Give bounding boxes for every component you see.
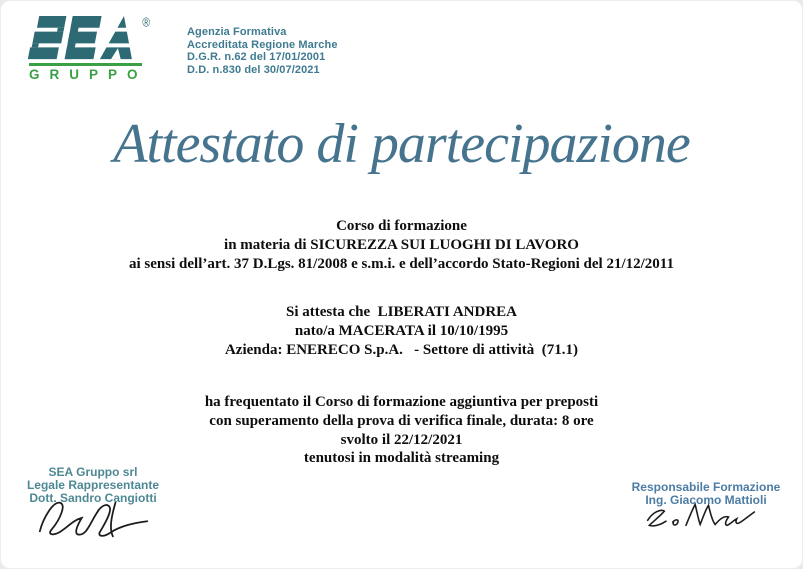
logo-divider bbox=[29, 63, 142, 66]
accreditation-line: Agenzia Formativa bbox=[187, 26, 287, 38]
signature-right-ink bbox=[641, 502, 761, 532]
accreditation-block bbox=[187, 26, 338, 76]
course-line: in materia di SICUREZZA SUI LUOGHI DI LAVORO bbox=[224, 236, 579, 253]
training-manager-line: Ing. Giacomo Mattioli bbox=[645, 493, 767, 507]
completion-line: tenutosi in modalità streaming bbox=[303, 450, 500, 467]
accreditation-line: Accreditata Regione Marche bbox=[187, 38, 338, 51]
accreditation-line: D.D. n.830 del 30/07/2021 bbox=[187, 63, 320, 76]
completion-line: con superamento della prova di verifica finale, durata: 8 ore bbox=[209, 412, 594, 429]
logo-group-label: GRUPPO bbox=[29, 67, 148, 82]
course-block bbox=[0, 217, 803, 273]
completion-line: svolto il 22/12/2021 bbox=[340, 431, 463, 448]
accreditation-line: D.G.R. n.62 del 17/01/2001 bbox=[187, 51, 326, 63]
course-line: ai sensi dell’art. 37 D.Lgs. 81/2008 e s.m.i. e dell’accordo Stato-Regioni del 21/12/2011 bbox=[129, 255, 674, 272]
legal-representative-line: Legale Rappresentante bbox=[26, 478, 160, 492]
training-manager-line: Responsabile Formazione bbox=[631, 480, 781, 494]
attendee-line: nato/a MACERATA il 10/10/1995 bbox=[294, 322, 509, 339]
certificate-title: Attestato di partecipazione bbox=[113, 113, 690, 175]
signature-left-ink bbox=[30, 496, 158, 538]
attendee-line: Si attesta che LIBERATI ANDREA bbox=[286, 304, 517, 320]
registered-trademark-icon: ® bbox=[142, 15, 151, 31]
legal-representative-line: Dott. Sandro Cangiotti bbox=[29, 491, 157, 505]
sea-logo-icon bbox=[28, 15, 156, 62]
attendee-block bbox=[0, 303, 803, 359]
completion-block bbox=[0, 393, 803, 468]
legal-representative-line: SEA Gruppo srl bbox=[48, 465, 138, 479]
completion-line: ha frequentato il Corso di formazione aggiuntiva per preposti bbox=[204, 394, 599, 410]
course-line: Corso di formazione bbox=[336, 218, 467, 234]
attendee-line: Azienda: ENERECO S.p.A. - Settore di attività (71.1) bbox=[224, 341, 579, 358]
